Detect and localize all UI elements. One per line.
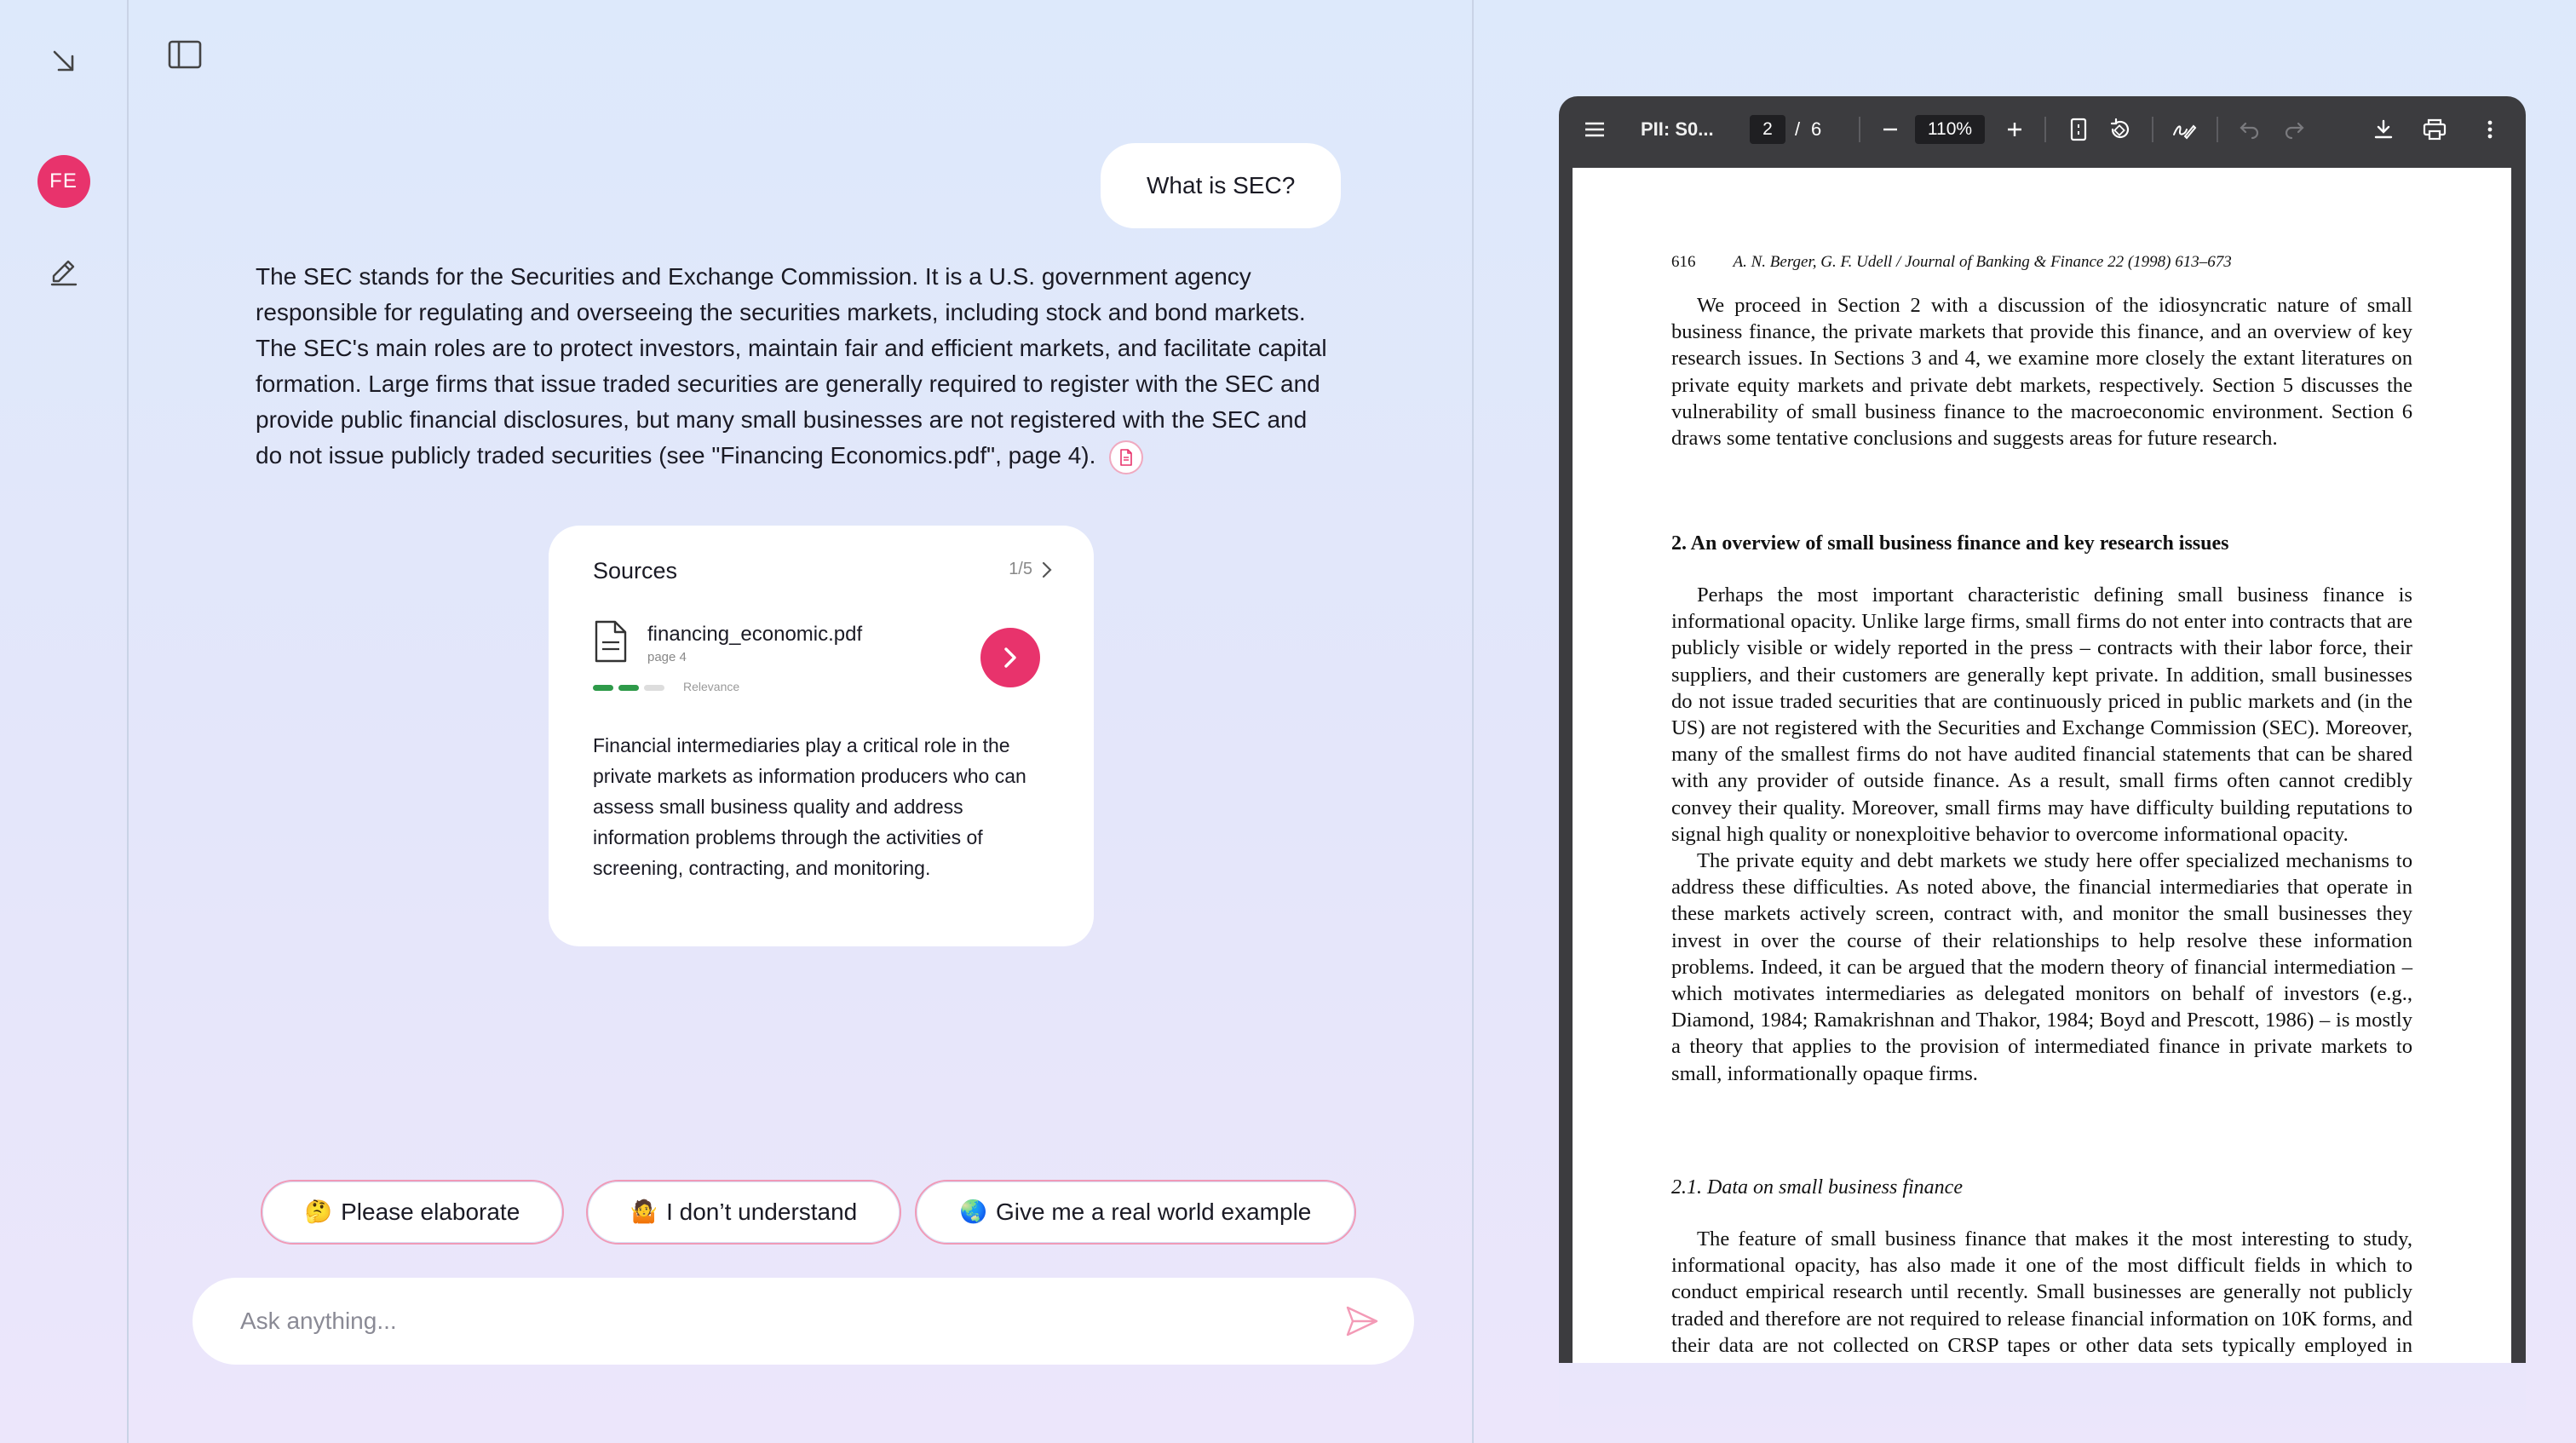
assistant-answer (256, 259, 1329, 474)
shrug-icon: 🤷 (630, 1199, 658, 1225)
subsection-heading: 2.1. Data on small business finance (1671, 1176, 1963, 1199)
paragraph: The private equity and debt markets we study here offer specialized mechanisms to address these difficulties. As noted above, the financial intermediaries that operate in these markets actively screen, contract with, and monitor the small businesses they invest in over the course of their relationships to help resolve these information problems. Indeed, it can be argued that the modern theory of financial intermediation – which motivates intermediaries as delegated monitors on behalf of investors (e.g., Diamond, 1984; Ramakrishnan and Thakor, 1984; Boyd and Prescott, 1986) – is mostly a theory that applies to the provision of intermediated finance in private markets to small, informationally opaque firms. (1671, 849, 2412, 1085)
paragraph: The feature of small business finance that makes it the most interesting to study, informational opacity, has also made it one of the most difficult fields in which to conduct empirical research until recently. Small businesses are generally not publicly traded and therefore are not required to release financial information on 10K forms, and their data are not collected on CRSP tapes or other data sets typically employed in (1671, 1227, 2412, 1357)
chevron-right-icon (999, 645, 1021, 670)
relevance-label: Relevance (683, 680, 740, 693)
suggestion-chip-elaborate[interactable] (261, 1180, 564, 1245)
suggestion-label: I don’t understand (666, 1199, 858, 1225)
pdf-page (1573, 168, 2511, 1377)
sources-pager[interactable] (1009, 560, 1053, 579)
page-number: 616 (1671, 253, 1696, 271)
sources-title: Sources (593, 558, 678, 584)
undo-icon[interactable] (2235, 96, 2264, 163)
page-separator: / (1795, 118, 1801, 140)
page-number-input[interactable]: 2 (1750, 115, 1785, 144)
relevance-bar (644, 685, 664, 691)
sources-count: 1/5 (1009, 560, 1032, 578)
answer-text: The SEC stands for the Securities and Exchange Commission. It is a U.S. government agency responsible for regulating and overseeing the securities markets, including stock and bond markets. The SEC's main roles are to protect investors, maintain fair and efficient markets, and facilitate capital formation. Large firms that issue traded securities are generally required to register with the SEC and provide public financial disclosures, but many small businesses are not registered with the SEC and do not issue publicly traded securities (see "Financing Economics.pdf", page 4). (256, 263, 1327, 469)
source-file-name[interactable]: financing_economic.pdf (647, 623, 863, 646)
relevance-bar (618, 685, 639, 691)
citation-button[interactable] (1109, 440, 1143, 474)
new-chat-icon[interactable] (43, 252, 84, 293)
running-head (1671, 253, 2232, 272)
suggestion-chip-real-world-example[interactable] (915, 1180, 1356, 1245)
document-icon (1118, 449, 1134, 466)
relevance-bar (593, 685, 613, 691)
total-pages: 6 (1811, 118, 1822, 140)
viewer-bottom-edge (1559, 1363, 2526, 1443)
left-rail (0, 0, 129, 1443)
section-heading: 2. An overview of small business finance and key research issues (1671, 532, 2229, 555)
intro-paragraph (1671, 292, 2412, 451)
collapse-arrow-icon[interactable] (43, 41, 84, 82)
chat-input-box (193, 1278, 1414, 1365)
pdf-toolbar (1559, 96, 2526, 163)
running-head-text: A. N. Berger, G. F. Udell / Journal of Banking & Finance 22 (1998) 613–673 (1733, 253, 2232, 271)
relevance-meter (593, 685, 664, 691)
chevron-right-icon (1041, 561, 1053, 579)
send-button[interactable] (1344, 1303, 1380, 1343)
paragraph: Perhaps the most important characteristic defining small business finance is informational opacity. Unlike large firms, small firms do not enter into contracts that are publicly visible or widely reported in the press – contracts with their labor force, their suppliers, and their customers are generally kept private. In addition, small businesses do not issue traded securities that are continuously priced in public markets and (in the US) are not registered with the Securities and Exchange Commission (SEC). Moreover, many of the smallest firms do not have audited financial statements that can be shared with any provider of outside finance. As a result, small firms often cannot credibly convey their quality. Moreover, small firms may have difficulty building reputations to signal high quality or nonexploitive behavior to overcome informational opacity. (1671, 584, 2412, 846)
source-snippet: Financial intermediaries play a critical role in the private markets as information producers who can assess small business quality and address information problems through the activities of screening, contracting, and monitoring. (593, 734, 1026, 879)
zoom-out-icon[interactable] (1877, 96, 1903, 163)
chat-input[interactable] (240, 1308, 1262, 1335)
avatar: FE (37, 155, 90, 208)
zoom-level[interactable]: 110% (1915, 115, 1985, 144)
divider (2044, 117, 2046, 142)
divider (2217, 117, 2218, 142)
divider (2152, 117, 2153, 142)
suggestion-chip-dont-understand[interactable] (586, 1180, 901, 1245)
source-file-page: page 4 (647, 650, 687, 664)
suggestion-label: Give me a real world example (996, 1199, 1312, 1225)
chat-panel (129, 0, 1474, 1443)
send-icon (1344, 1303, 1380, 1339)
doc-title: PII: S0... (1641, 118, 1714, 140)
section-body (1671, 582, 2412, 1087)
zoom-level-wrapper (1915, 96, 1985, 163)
zoom-in-icon[interactable] (2002, 96, 2027, 163)
pdf-viewer (1559, 96, 2526, 1363)
redo-icon[interactable] (2280, 96, 2309, 163)
print-icon[interactable] (2418, 96, 2452, 163)
sources-card (549, 526, 1094, 946)
globe-icon: 🌏 (959, 1199, 987, 1225)
file-icon (593, 619, 629, 668)
open-source-button[interactable] (980, 628, 1040, 687)
fit-page-icon[interactable] (2063, 96, 2094, 163)
suggestion-label: Please elaborate (341, 1199, 520, 1225)
sidebar-toggle-icon[interactable] (167, 39, 204, 73)
user-avatar-button[interactable] (37, 155, 90, 208)
paragraph: We proceed in Section 2 with a discussion of the idiosyncratic nature of small business finance, the private markets that provide this finance, and an overview of key research issues. In Sections 3 and 4, we examine more closely the extant literatures on private equity markets and private debt markets, respectively. Section 5 discusses the vulnerability of small business finance to the macroeconomic environment. Section 6 draws some tentative conclusions and suggests areas for future research. (1671, 294, 2412, 451)
download-icon[interactable] (2368, 96, 2399, 163)
page-selector (1750, 96, 1785, 163)
annotate-icon[interactable] (2169, 96, 2199, 163)
user-message-bubble: What is SEC? (1101, 143, 1341, 228)
more-options-icon[interactable] (2477, 96, 2503, 163)
divider (1859, 117, 1860, 142)
subsection-body (1671, 1226, 2412, 1385)
menu-icon[interactable] (1578, 96, 1612, 163)
rotate-icon[interactable] (2104, 96, 2135, 163)
thinking-face-icon: 🤔 (304, 1199, 333, 1225)
